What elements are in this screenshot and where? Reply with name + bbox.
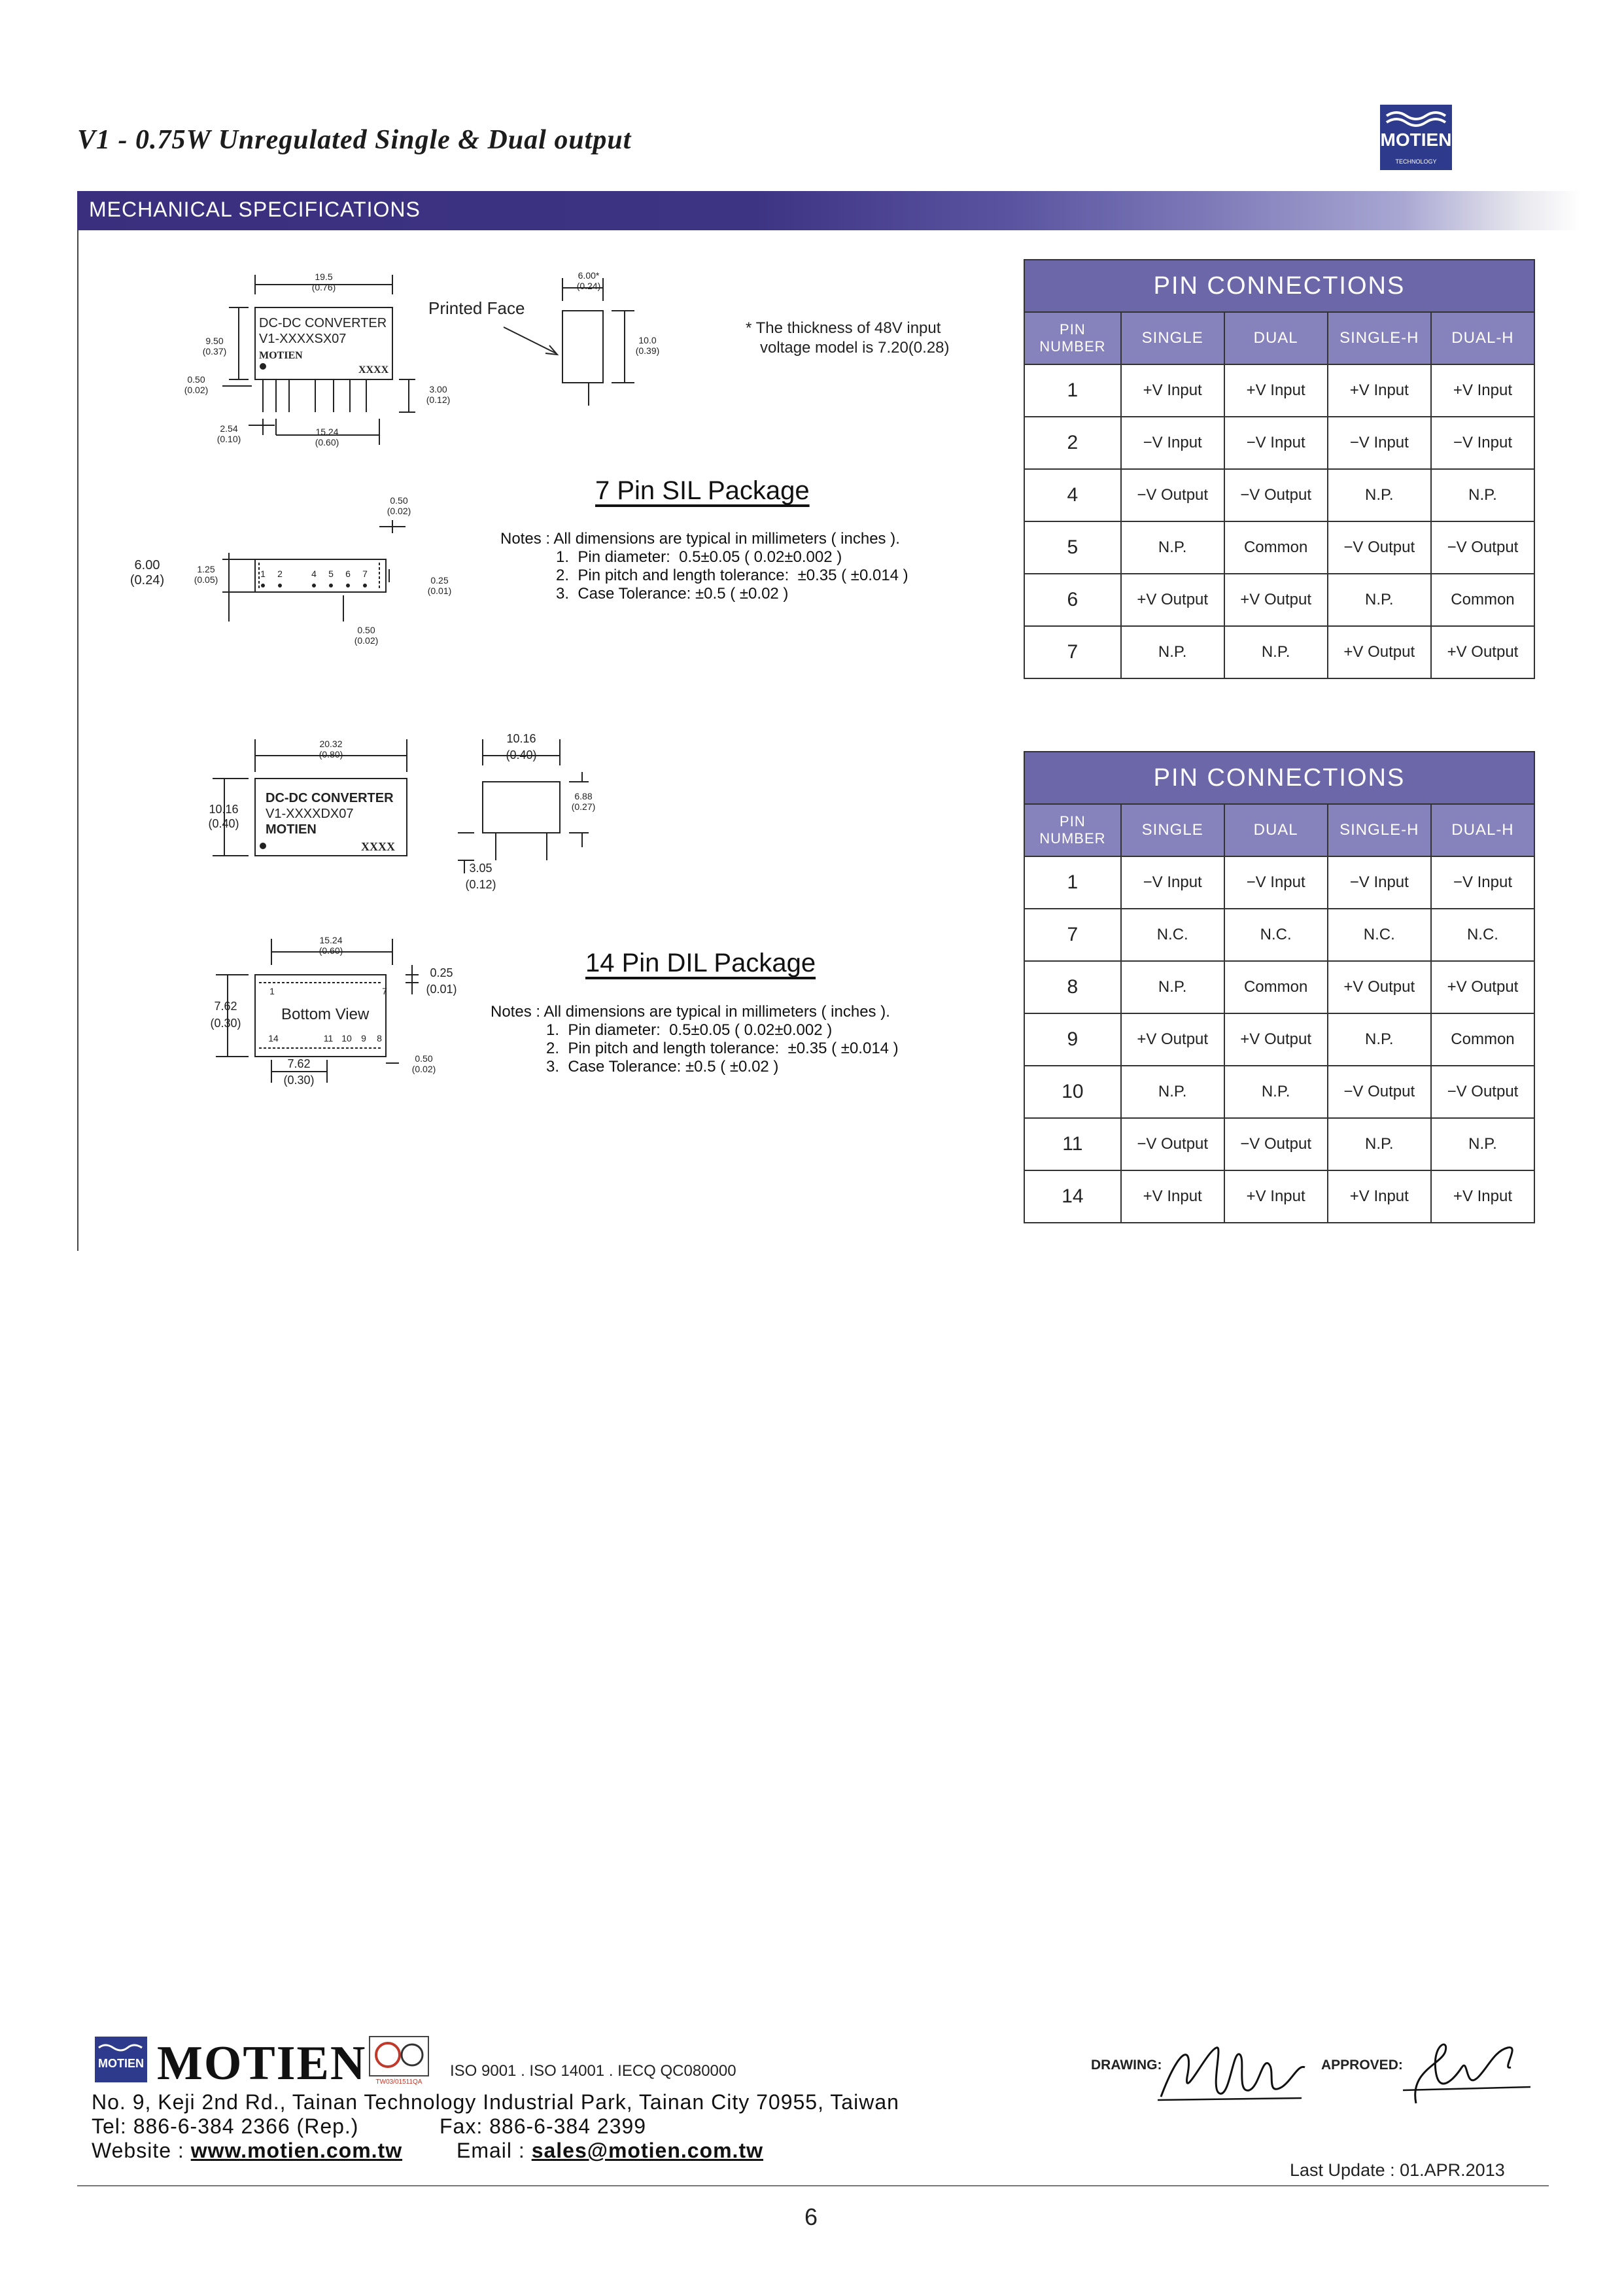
sil-drawing — [118, 255, 1033, 674]
pin-function-cell: +V Input — [1224, 364, 1328, 417]
dil-package-title: 14 Pin DIL Package — [585, 949, 816, 977]
column-header: DUAL — [1224, 804, 1328, 856]
pin-function-cell: −V Output — [1224, 1118, 1328, 1170]
table-row — [1024, 626, 1534, 678]
sil-dim-thick-in: (0.24) — [576, 281, 601, 291]
section-header — [77, 191, 1581, 230]
dil-dim-sideh-in: (0.27) — [571, 801, 596, 812]
column-header: PIN NUMBER — [1024, 804, 1121, 856]
dil-side-body — [483, 782, 560, 833]
column-header: DUAL-H — [1431, 804, 1534, 856]
dil-dim-col-in: (0.30) — [283, 1074, 315, 1087]
pin-number-cell: 7 — [1024, 626, 1121, 678]
pin-number-cell: 10 — [1024, 1066, 1121, 1118]
pin-function-cell: +V Output — [1431, 961, 1534, 1013]
sil-note-2: 2. Pin pitch and length tolerance: ±0.35 ( ±0.014 ) — [556, 567, 908, 584]
sil-dim-sideh: 10.0 — [638, 335, 657, 345]
pin-function-cell: N.P. — [1328, 1118, 1431, 1170]
sil-dim-pingap-in: (0.02) — [184, 385, 209, 395]
pin-function-cell: −V Output — [1328, 521, 1431, 574]
footer-website-row — [92, 2139, 402, 2163]
footer-logo — [95, 2033, 461, 2086]
pin-function-cell: −V Output — [1224, 469, 1328, 521]
table-row — [1024, 909, 1534, 961]
page-number: 6 — [804, 2203, 818, 2230]
pin-function-cell: −V Output — [1431, 521, 1534, 574]
pin-function-cell: −V Output — [1328, 1066, 1431, 1118]
pin-function-cell: +V Input — [1431, 1170, 1534, 1223]
sil-module-line3: MOTIEN — [259, 350, 303, 361]
sil-note-1: 1. Pin diameter: 0.5±0.05 ( 0.02±0.002 ) — [556, 548, 842, 566]
pin-function-cell: Common — [1224, 521, 1328, 574]
pin-function-cell: −V Input — [1328, 417, 1431, 469]
sil-printed-face: Printed Face — [428, 298, 525, 318]
dil-pin-label: 7 — [382, 986, 387, 996]
pin-function-cell: N.P. — [1121, 1066, 1224, 1118]
drawing-label: DRAWING: — [1091, 2058, 1162, 2073]
sil-pin-label: 1 — [260, 569, 266, 579]
dil-note-1: 1. Pin diameter: 0.5±0.05 ( 0.02±0.002 ) — [546, 1021, 833, 1039]
dil-dim-width: 20.32 — [319, 739, 343, 749]
sil-dim-span: 15.24 — [315, 427, 339, 437]
sil-dim-sideh-in: (0.39) — [635, 345, 660, 356]
footer-brand-wordmark: MOTIEN — [157, 2037, 367, 2086]
table-row — [1024, 1013, 1534, 1066]
pin-function-cell: −V Output — [1431, 1066, 1534, 1118]
dil-note-2: 2. Pin pitch and length tolerance: ±0.35 ( ±0.014 ) — [546, 1040, 899, 1057]
approved-label: APPROVED: — [1321, 2058, 1403, 2073]
pin-function-cell: −V Input — [1431, 856, 1534, 909]
sil-dim-pinlen-in: (0.12) — [426, 394, 451, 405]
pin-function-cell: N.P. — [1328, 574, 1431, 626]
sil-module-line1: DC-DC CONVERTER — [259, 316, 387, 330]
table-row — [1024, 1118, 1534, 1170]
footer-logo-mark: MOTIEN — [98, 2057, 144, 2070]
column-header: SINGLE-H — [1328, 804, 1431, 856]
motien-logo — [1367, 101, 1465, 177]
sil-dim-rowoff: 1.25 — [197, 564, 215, 574]
left-margin-rule — [77, 230, 78, 1251]
pin-function-cell: +V Output — [1224, 1013, 1328, 1066]
pin-function-cell: N.P. — [1121, 521, 1224, 574]
table-row — [1024, 1066, 1534, 1118]
pin-function-cell: −V Input — [1121, 856, 1224, 909]
pin-function-cell: +V Output — [1121, 1013, 1224, 1066]
pin-function-cell: +V Input — [1121, 364, 1224, 417]
sil-dim-topgap: 0.50 — [390, 495, 408, 506]
column-header: SINGLE-H — [1328, 312, 1431, 364]
dil-dim-row-in: (0.30) — [210, 1017, 241, 1030]
sil-pin-label: 4 — [311, 569, 317, 579]
column-header: DUAL — [1224, 312, 1328, 364]
pin-function-cell: +V Input — [1431, 364, 1534, 417]
pin-function-cell: N.P. — [1431, 1118, 1534, 1170]
footer-fax: Fax: 886-6-384 2399 — [440, 2114, 647, 2138]
column-header: SINGLE — [1121, 804, 1224, 856]
pin-function-cell: −V Output — [1121, 469, 1224, 521]
dil-dim-row: 7.62 — [214, 1000, 237, 1013]
dil-dim-height: 10.16 — [209, 803, 239, 816]
sil-dim-height-in: (0.37) — [202, 346, 227, 357]
pin-number-cell: 5 — [1024, 521, 1121, 574]
pin-function-cell: −V Input — [1224, 856, 1328, 909]
table-row — [1024, 364, 1534, 417]
pin-function-cell: +V Input — [1328, 364, 1431, 417]
pin-function-cell: +V Output — [1121, 574, 1224, 626]
dil-dim-pinlen: 3.05 — [469, 862, 492, 875]
table-row — [1024, 856, 1534, 909]
pin-function-cell: −V Input — [1328, 856, 1431, 909]
website-link[interactable]: www.motien.com.tw — [190, 2139, 403, 2162]
email-link[interactable]: sales@motien.com.tw — [531, 2139, 763, 2162]
dil-pin-label: 1 — [269, 986, 275, 996]
dil-dim-sidew: 10.16 — [506, 732, 536, 745]
table-row — [1024, 574, 1534, 626]
pin-function-cell: N.P. — [1224, 626, 1328, 678]
cert-code: TW03/01511QA — [375, 2078, 423, 2086]
sil-dim-bottomh: 6.00 — [134, 558, 160, 572]
dil-bottom-view-label: Bottom View — [281, 1006, 370, 1023]
logo-subtext: TECHNOLOGY — [1395, 158, 1437, 165]
sil-dim-bottomgap-in: (0.02) — [354, 635, 379, 646]
column-header: PIN NUMBER — [1024, 312, 1121, 364]
pin-function-cell: +V Input — [1224, 1170, 1328, 1223]
document-title: V1 - 0.75W Unregulated Single & Dual output — [77, 125, 632, 155]
pin-number-cell: 1 — [1024, 364, 1121, 417]
dil-dim-sidew-in: (0.40) — [506, 748, 537, 762]
table-row — [1024, 469, 1534, 521]
pin-number-cell: 8 — [1024, 961, 1121, 1013]
dil-pin-label: 10 — [341, 1033, 352, 1043]
dil-module-line3: MOTIEN — [266, 822, 317, 837]
sil-thickness-note-1: * The thickness of 48V input — [746, 319, 941, 337]
pin-function-cell: N.P. — [1431, 469, 1534, 521]
sil-side-body — [562, 311, 603, 383]
sil-package-title: 7 Pin SIL Package — [595, 476, 810, 505]
sil-dim-bottomgap: 0.50 — [357, 625, 375, 635]
sil-dim-topgap-in: (0.02) — [387, 506, 411, 516]
dil-dim-width-in: (0.80) — [319, 749, 343, 760]
approved-signature — [1396, 2031, 1534, 2116]
dil-module-line1: DC-DC CONVERTER — [266, 791, 394, 805]
sil-thickness-note-2: voltage model is 7.20(0.28) — [760, 339, 950, 357]
pin-function-cell: N.P. — [1328, 469, 1431, 521]
sil-dim-span-in: (0.60) — [315, 437, 339, 447]
table-row — [1024, 961, 1534, 1013]
sil-pin-label: 2 — [277, 569, 283, 579]
pin-function-cell: +V Output — [1328, 626, 1431, 678]
sil-dim-width: 19.5 — [315, 272, 333, 282]
pin-number-cell: 9 — [1024, 1013, 1121, 1066]
sil-note-3: 3. Case Tolerance: ±0.5 ( ±0.02 ) — [556, 585, 789, 603]
pin-function-cell: N.P. — [1121, 626, 1224, 678]
dil-pin-label: 8 — [377, 1033, 382, 1043]
pin-function-cell: N.P. — [1224, 1066, 1328, 1118]
table-row — [1024, 521, 1534, 574]
pin-number-cell: 6 — [1024, 574, 1121, 626]
pin-function-cell: +V Input — [1328, 1170, 1431, 1223]
column-header: SINGLE — [1121, 312, 1224, 364]
pin-function-cell: −V Input — [1121, 417, 1224, 469]
sil-dim-height: 9.50 — [205, 336, 224, 346]
dil-pin-label: 14 — [268, 1033, 279, 1043]
table-title: PIN CONNECTIONS — [1024, 260, 1534, 312]
pin-function-cell: Common — [1224, 961, 1328, 1013]
dil-notes-title: Notes : All dimensions are typical in millimeters ( inches ). — [491, 1003, 890, 1021]
pin-number-cell: 2 — [1024, 417, 1121, 469]
pin-function-cell: N.C. — [1328, 909, 1431, 961]
dil-dim-edge-in: (0.01) — [426, 983, 457, 996]
sil-dim-pingap: 0.50 — [187, 374, 205, 385]
pin-number-cell: 11 — [1024, 1118, 1121, 1170]
pin-function-cell: N.C. — [1224, 909, 1328, 961]
sil-module-code: XXXX — [358, 364, 389, 376]
pin-function-cell: −V Input — [1224, 417, 1328, 469]
pin-function-cell: N.P. — [1328, 1013, 1431, 1066]
dil-pin-label: 11 — [323, 1033, 334, 1043]
website-label: Website : — [92, 2139, 184, 2162]
pin-function-cell: +V Output — [1431, 626, 1534, 678]
pin-function-cell: Common — [1431, 1013, 1534, 1066]
pin-function-cell: −V Input — [1431, 417, 1534, 469]
pin-number-cell: 4 — [1024, 469, 1121, 521]
sil-module-line2: V1-XXXXSX07 — [259, 332, 347, 346]
dil-dim-gap: 0.50 — [415, 1053, 433, 1064]
email-label: Email : — [457, 2139, 525, 2162]
pin-function-cell: N.C. — [1431, 909, 1534, 961]
dil-dim-sideh: 6.88 — [574, 791, 593, 801]
sil-dim-pinlen: 3.00 — [429, 384, 447, 394]
drawing-signature — [1154, 2038, 1311, 2110]
sil-notes-title: Notes : All dimensions are typical in millimeters ( inches ). — [500, 530, 900, 548]
last-update: Last Update : 01.APR.2013 — [1290, 2160, 1505, 2180]
dil-dim-gap-in: (0.02) — [411, 1064, 436, 1074]
pin-function-cell: +V Output — [1224, 574, 1328, 626]
table-row — [1024, 417, 1534, 469]
dil-module-code: XXXX — [361, 840, 395, 853]
footer-rule — [77, 2185, 1549, 2186]
pin-function-cell: −V Output — [1121, 1118, 1224, 1170]
pin-function-cell: N.C. — [1121, 909, 1224, 961]
table-row — [1024, 1170, 1534, 1223]
footer-email-row — [457, 2139, 763, 2163]
iso-certifications: ISO 9001 . ISO 14001 . IECQ QC080000 — [450, 2062, 736, 2080]
sil-dim-edge: 0.25 — [430, 575, 449, 586]
dil-dim-edge: 0.25 — [430, 966, 453, 979]
column-header: DUAL-H — [1431, 312, 1534, 364]
sil-pin-label: 5 — [328, 569, 334, 579]
sil-pin-label: 7 — [362, 569, 368, 579]
dil-module-line2: V1-XXXXDX07 — [266, 807, 354, 821]
table-title: PIN CONNECTIONS — [1024, 752, 1534, 804]
sil-pin-label: 6 — [345, 569, 351, 579]
pin-function-cell: Common — [1431, 574, 1534, 626]
dil-note-3: 3. Case Tolerance: ±0.5 ( ±0.02 ) — [546, 1058, 779, 1076]
sil-dim-edge-in: (0.01) — [427, 586, 452, 596]
sil-dim-thick: 6.00* — [578, 270, 600, 281]
section-title: MECHANICAL SPECIFICATIONS — [89, 198, 421, 221]
pin-number-cell: 14 — [1024, 1170, 1121, 1223]
dil-dim-span: 15.24 — [319, 935, 343, 945]
pin-function-cell: +V Input — [1121, 1170, 1224, 1223]
pin-number-cell: 1 — [1024, 856, 1121, 909]
dil-dim-span-in: (0.60) — [319, 945, 343, 956]
pin-connections-table-sil — [1024, 259, 1535, 679]
pin-function-cell: N.P. — [1121, 961, 1224, 1013]
sil-dim-rowoff-in: (0.05) — [194, 574, 218, 585]
dil-dim-height-in: (0.40) — [208, 817, 239, 830]
sil-dim-pitch: 2.54 — [220, 423, 238, 434]
logo-text: MOTIEN — [1380, 130, 1452, 150]
sil-dim-pitch-in: (0.10) — [216, 434, 241, 444]
footer-address: No. 9, Keji 2nd Rd., Tainan Technology Industrial Park, Tainan City 70955, Taiwan — [92, 2090, 899, 2114]
pin-function-cell: +V Output — [1328, 961, 1431, 1013]
footer-tel: Tel: 886-6-384 2366 (Rep.) — [92, 2114, 359, 2138]
sil-dim-width-in: (0.76) — [311, 282, 336, 292]
pin-connections-table-dil — [1024, 751, 1535, 1223]
dil-dim-pinlen-in: (0.12) — [465, 878, 496, 891]
sil-dim-bottomh-in: (0.24) — [130, 573, 165, 587]
pin-number-cell: 7 — [1024, 909, 1121, 961]
dil-dim-col: 7.62 — [287, 1057, 311, 1070]
dil-pin-label: 9 — [361, 1033, 366, 1043]
